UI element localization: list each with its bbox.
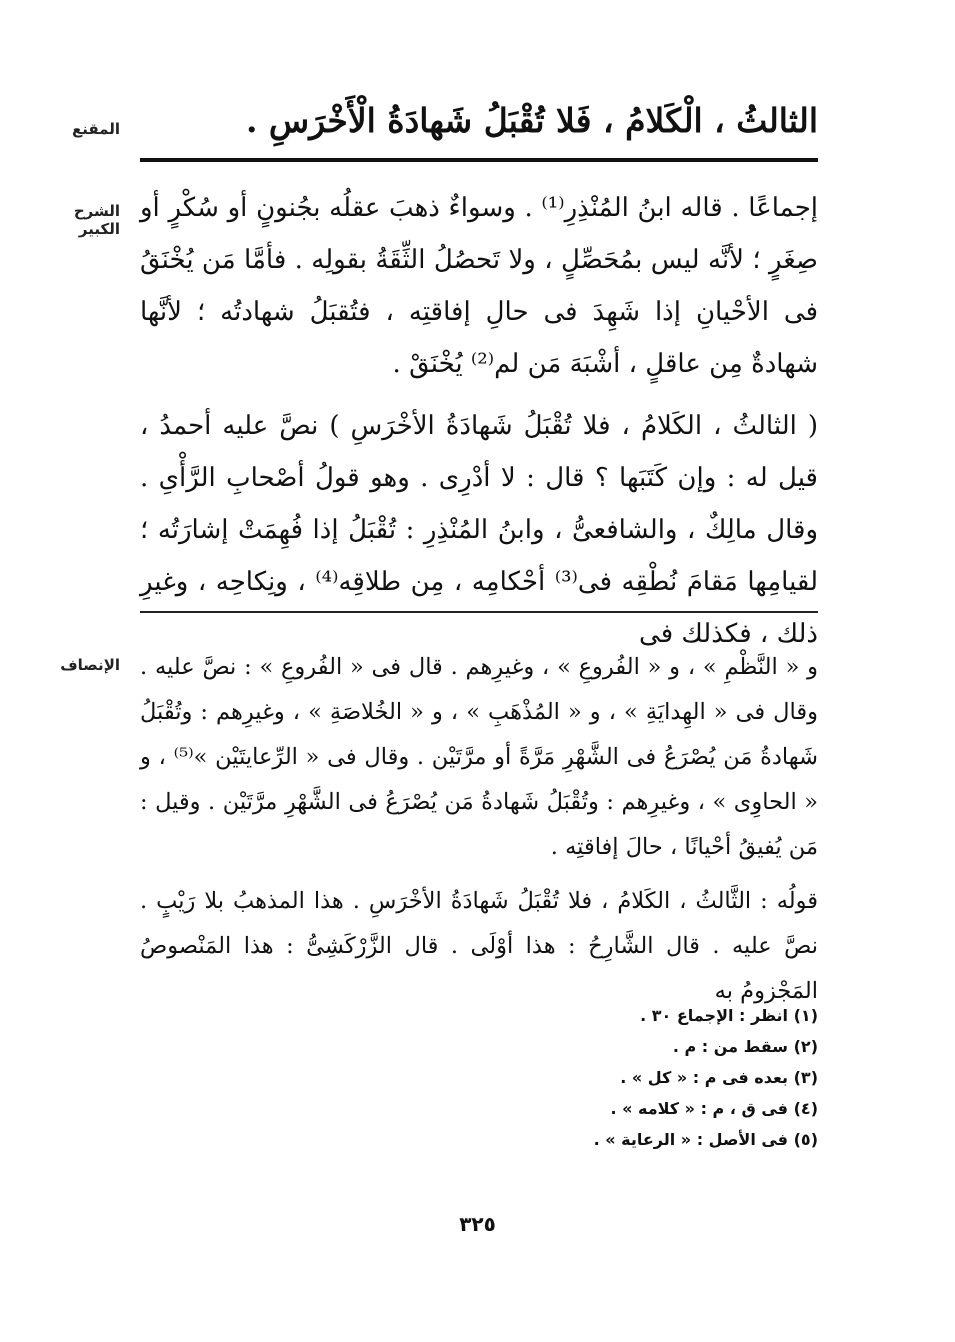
heading-rule [140, 158, 818, 162]
sharh-text [140, 182, 818, 660]
insaf-paragraph: قولُه : الثَّالثُ ، الكَلامُ ، فلا تُقْبَلُ شَهادَةُ الأخْرَسِ . هذا المذهبُ بلا رَيْبٍ . نصَّ عليه . قال الشَّارِحُ : هذا أوْلَى . قال الزَّرْكَشِىُّ : هذا المَنْصوصُ المَجْزومُ به [140, 888, 818, 1004]
footnotes [430, 1000, 818, 1155]
footnote: (٥) فى الأصل : « الرعاية » . [593, 1130, 818, 1149]
sharh-paragraph: إجماعًا . قاله ابنُ المُنْذِرِ⁽¹⁾ . وسواءٌ ذهبَ عقلُه بجُنونٍ أو سُكْرٍ أو صِغَرٍ ؛ لأنَّه ليس بمُحَصِّلٍ ، ولا تَحصُلُ الثِّقَةُ بقولِه . فأمَّا مَن يُخْنَقُ فى الأحْيانِ إذا شَهِدَ فى حالِ إفاقتِه ، فتُقبَلُ شهادتُه ؛ لأنَّها شهادةٌ مِن عاقلٍ ، أشْبَهَ مَن لم⁽²⁾ يُخْنَقْ . [140, 193, 818, 379]
insaf-text [140, 645, 818, 1014]
sharh-label: الشرح الكبير [73, 202, 120, 238]
page-number: ٣٢٥ [459, 1212, 496, 1236]
footnote: (٤) فى ق ، م : « كلامه » . [610, 1099, 818, 1118]
matn-heading: الثالثُ ، الْكَلامُ ، فَلا تُقْبَلُ شَهادَةُ الْأَخْرَسِ . [245, 101, 818, 140]
footnote: (١) انظر : الإجماع ٣٠ . [640, 1006, 818, 1025]
insaf-paragraph: و « النَّظْمِ » ، و « الفُروعِ » ، وغيرِهم . قال فى « الفُروعِ » : نصَّ عليه . وقال فى « الهِدايَةِ » ، و « المُذْهَبِ » ، و « الخُلاصَةِ » ، وغيرِهم : وتُقْبَلُ شَهادةُ مَن يُصْرَعُ فى الشَّهْرِ مَرَّةً أو مرَّتَيْن . وقال فى « الرِّعايتَيْن »⁽⁵⁾ ، و « الحاوِى » ، وغيرِهم : وتُقْبَلُ شَهادةُ مَن يُصْرَعُ فى الشَّهْرِ مرَّتَيْن . وقيل : مَن يُفيقُ أحْيانًا ، حالَ إفاقتِه . [140, 654, 818, 860]
muqni-label: المقنع [72, 120, 120, 138]
footnote: (٣) بعده فى م : « كل » . [620, 1068, 818, 1087]
insaf-label: الإنصاف [60, 656, 120, 674]
sharh-paragraph: ( الثالثُ ، الكَلامُ ، فلا تُقْبَلُ شَهادَةُ الأخْرَسِ ) نصَّ عليه أحمدُ ، قيل له : وإن كَتَبَها ؟ قال : لا أدْرِى . وهو قولُ أصْحابِ الرَّأْىِ . وقال مالِكٌ ، والشافعىُّ ، وابنُ المُنْذِرِ : تُقْبَلُ إذا فُهِمَتْ إشارَتُه ؛ لقيامِها مَقامَ نُطْقِه فى⁽³⁾ أحْكامِه ، مِن طلاقِه⁽⁴⁾ ، ونِكاحِه ، وغيرِ ذلك ، فكذلك فى [140, 411, 818, 649]
footnote: (٢) سقط من : م . [672, 1037, 818, 1056]
section-divider [140, 611, 818, 613]
